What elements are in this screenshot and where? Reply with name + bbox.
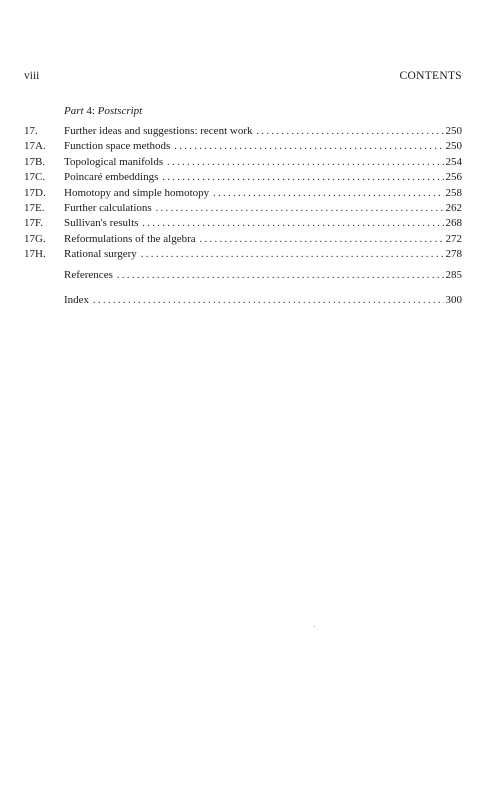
part-title: Postscript <box>97 105 143 117</box>
toc-leader <box>117 268 444 283</box>
part-colon: : <box>91 105 95 117</box>
toc-leader <box>93 293 443 308</box>
toc-entry-title: Function space methods <box>64 139 174 154</box>
toc-entry-title: Further ideas and suggestions: recent work <box>64 124 256 139</box>
toc-entry[interactable] <box>24 247 462 262</box>
toc-entry-title: Reformulations of the algebra <box>64 232 200 247</box>
toc-leader <box>174 139 443 154</box>
toc-entry-title: Rational surgery <box>64 247 141 262</box>
toc-entry-page: 285 <box>445 269 462 281</box>
toc-entry-index[interactable] <box>24 293 462 308</box>
toc-entry-page: 268 <box>445 217 462 230</box>
paper-speck <box>314 626 315 627</box>
toc-leader <box>156 201 444 216</box>
page-number: viii <box>24 70 40 82</box>
toc-entry[interactable] <box>24 139 462 154</box>
toc-entry[interactable] <box>24 170 462 185</box>
toc-entry-page: 250 <box>445 140 462 153</box>
toc-entry-number: 17D. <box>24 186 46 199</box>
toc-entry-number: 17F. <box>24 217 43 230</box>
part-label: Part <box>64 105 84 117</box>
toc-entry-page: 256 <box>445 171 462 184</box>
toc-entry[interactable] <box>24 201 462 216</box>
toc-leader <box>200 232 444 247</box>
toc-entry-number: 17G. <box>24 232 46 245</box>
toc-entry[interactable] <box>24 232 462 247</box>
toc-entry-title: Poincaré embeddings <box>64 170 162 185</box>
toc-entry-title: References <box>64 268 117 283</box>
toc-entry-page: 300 <box>445 294 462 306</box>
toc-leader <box>256 124 443 139</box>
toc-entry-page: 258 <box>445 186 462 199</box>
toc-entry-number: 17H. <box>24 248 46 261</box>
toc-list <box>24 124 462 263</box>
running-head: CONTENTS <box>399 70 462 82</box>
toc-entry-page: 278 <box>445 248 462 261</box>
toc-entry-number: 17A. <box>24 140 46 153</box>
toc-entry-title: Topological manifolds <box>64 155 167 170</box>
toc-leader <box>167 155 443 170</box>
toc-entry-number: 17. <box>24 125 38 137</box>
page-header <box>24 70 462 84</box>
toc-entry-number: 17B. <box>24 155 46 168</box>
toc-leader <box>141 247 444 262</box>
toc-entry-number: 17C. <box>24 171 46 184</box>
toc-entry-title: Homotopy and simple homotopy <box>64 186 213 201</box>
toc-leader <box>213 186 443 201</box>
toc-entry-title: Further calculations <box>64 201 156 216</box>
toc-leader <box>162 170 443 185</box>
part-heading <box>64 105 142 117</box>
toc-entry-page: 250 <box>445 125 462 137</box>
toc-leader <box>142 216 443 231</box>
toc-entry[interactable] <box>24 216 462 231</box>
toc-entry[interactable] <box>24 155 462 170</box>
toc-entry[interactable] <box>24 124 462 139</box>
toc-entry-number: 17E. <box>24 201 45 214</box>
toc-entry-title: Sullivan's results <box>64 216 142 231</box>
toc-entry-title: Index <box>64 293 93 308</box>
toc-entry-references[interactable] <box>24 268 462 283</box>
toc-entry-page: 254 <box>445 155 462 168</box>
toc-entry-page: 262 <box>445 201 462 214</box>
part-number: 4 <box>86 105 92 117</box>
toc-entry[interactable] <box>24 186 462 201</box>
toc-entry-page: 272 <box>445 232 462 245</box>
